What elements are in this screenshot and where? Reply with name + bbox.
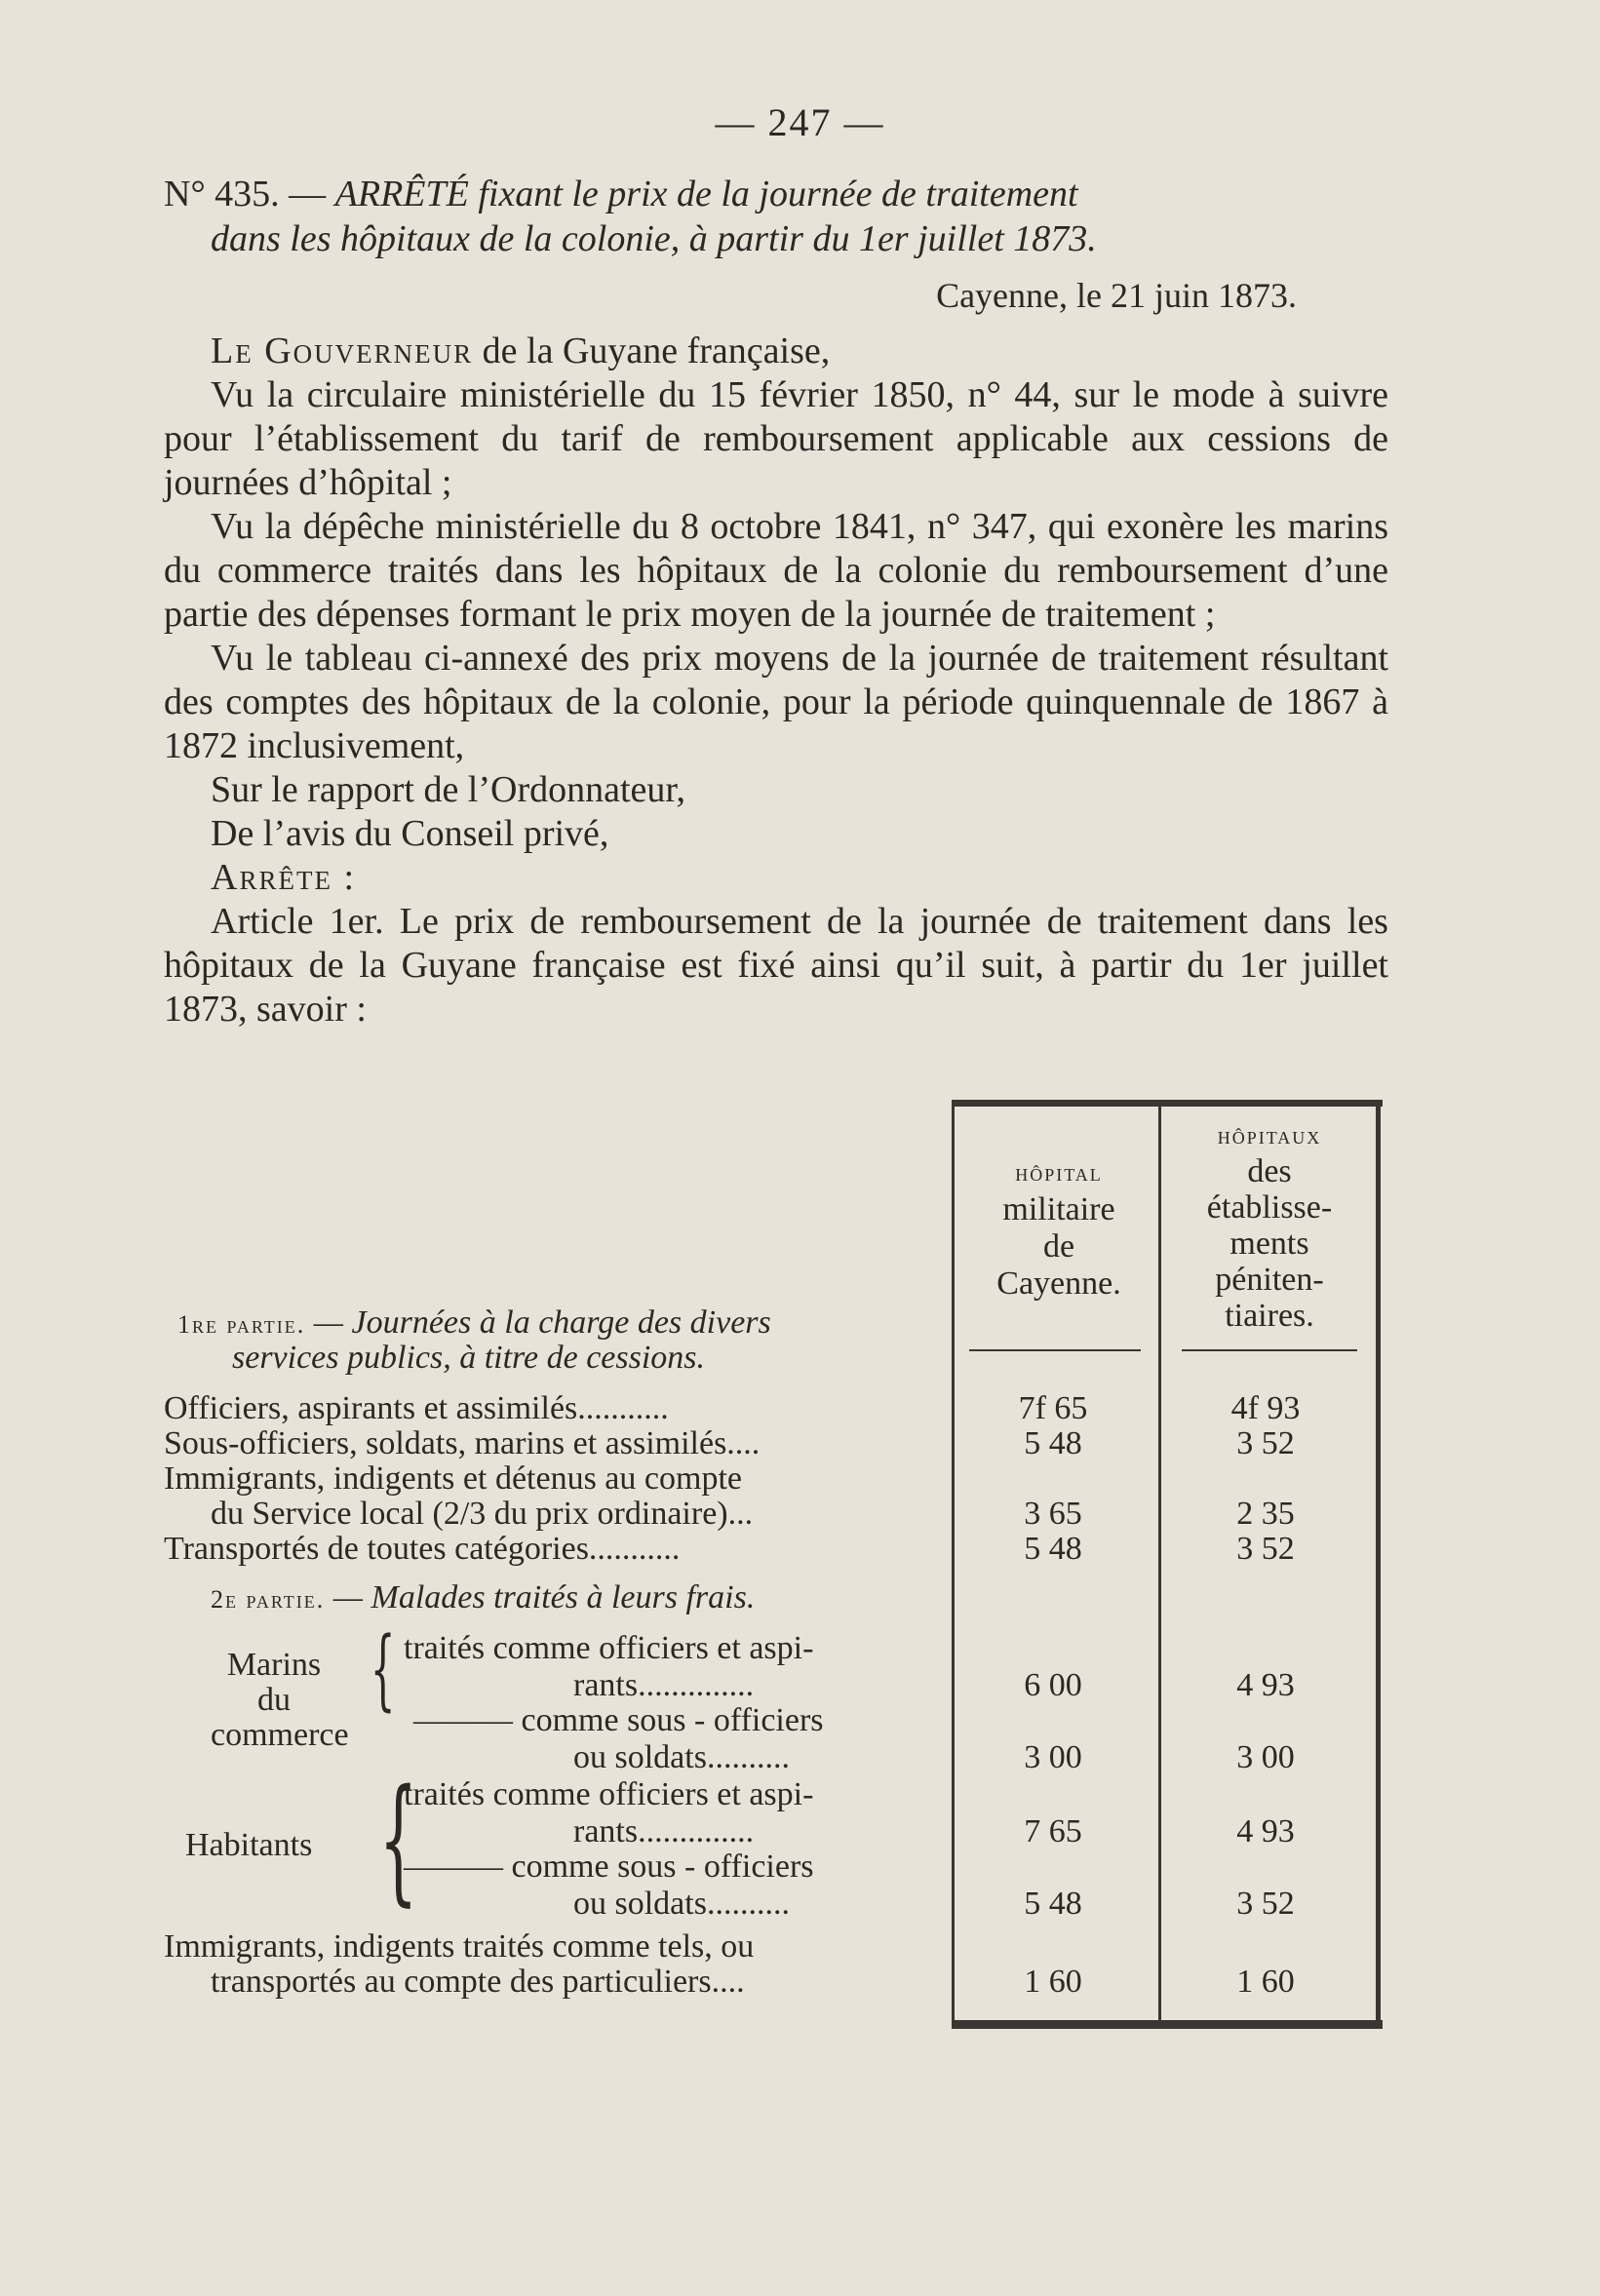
- marins-label: [211, 1647, 349, 1753]
- table-row-label: ou soldats..........: [573, 1886, 790, 1922]
- article-text: Le prix de remboursement de la journée de traitement dans les hôpitaux de la Guyane française est fixé ainsi qu’il suit, à partir du 1er juillet 1873, savoir :: [164, 901, 1388, 1030]
- table-cell: 1 60: [1024, 1964, 1082, 2000]
- table-row-label: ou soldats..........: [573, 1739, 790, 1775]
- gouverneur-line: [164, 330, 1388, 373]
- marins-l1: Marins: [226, 1647, 322, 1683]
- habitants-label: Habitants: [185, 1827, 313, 1863]
- table-row-label: traités comme officiers et aspi-: [404, 1776, 814, 1812]
- part2-title: — Malades traités à leurs frais.: [325, 1579, 756, 1615]
- part1-title: — Journées à la charge des divers: [305, 1304, 771, 1341]
- col-header-hopital-militaire: [963, 1154, 1154, 1303]
- col2-l2: des: [1247, 1153, 1292, 1189]
- part1-heading: [177, 1304, 771, 1342]
- marins-brace: {: [370, 1618, 396, 1721]
- sur-paragraph: Sur le rapport de l’Ordonnateur,: [211, 769, 686, 810]
- decree-heading-line2: dans les hôpitaux de la colonie, à partir du 1er juillet 1873.: [211, 218, 1097, 259]
- table-row-label: ——— comme sous - officiers: [404, 1848, 814, 1885]
- table-cell: 3 00: [1024, 1739, 1082, 1775]
- marins-l3: commerce: [211, 1717, 349, 1753]
- table-cell: 5 48: [1024, 1425, 1082, 1461]
- col2-l6: tiaires.: [1225, 1298, 1314, 1334]
- table-cell: 3 52: [1236, 1531, 1295, 1567]
- table-row-label: rants..............: [573, 1813, 755, 1849]
- part1-title2: services publics, à titre de cessions.: [232, 1340, 706, 1376]
- table-bottom-rule: [952, 2020, 1383, 2029]
- arrete-label: Arrête :: [211, 857, 356, 898]
- tariff-table: [164, 1100, 1385, 2032]
- marins-l2: du: [257, 1682, 291, 1718]
- col1-header-rule: [969, 1349, 1141, 1351]
- table-cell: 3 52: [1236, 1425, 1295, 1461]
- decree-body: [164, 330, 1388, 1031]
- table-cell: 4f 93: [1230, 1390, 1301, 1426]
- table-top-rule: [952, 1100, 1383, 1107]
- vu-paragraph-2: Vu la dépêche ministérielle du 8 octobre 1841, n° 347, qui exonère les marins du commerce traités dans les hôpitaux de la colonie du remboursement d’une partie des dépenses formant le prix moyen de la journée de traitement ;: [164, 506, 1388, 635]
- vu-paragraph-3: Vu le tableau ci-annexé des prix moyens de la journée de traitement résultant des comptes des hôpitaux de la colonie, pour la période quinquennale de 1867 à 1872 inclusivement,: [164, 638, 1388, 766]
- col1-l4: Cayenne.: [996, 1265, 1121, 1302]
- table-row-label: Immigrants, indigents traités comme tels, ou: [164, 1928, 755, 1965]
- gouverneur-rest: de la Guyane française,: [473, 331, 831, 371]
- table-row-label: traités comme officiers et aspi-: [404, 1630, 814, 1666]
- table-row-label: Transportés de toutes catégories...........: [164, 1531, 681, 1567]
- col1-l2: militaire: [1002, 1191, 1115, 1227]
- article-1: [164, 900, 1388, 1031]
- col2-l4: ments: [1229, 1226, 1309, 1262]
- table-cell: 3 52: [1236, 1886, 1295, 1922]
- table-cell: 2 35: [1236, 1496, 1295, 1532]
- table-cell: 3 00: [1236, 1739, 1295, 1775]
- part2-cap: 2e partie.: [211, 1585, 326, 1614]
- table-row-label: Officiers, aspirants et assimilés...........: [164, 1390, 669, 1426]
- table-row-label: du Service local (2/3 du prix ordinaire)...: [211, 1496, 754, 1532]
- table-cell: 7 65: [1024, 1813, 1082, 1849]
- col-header-hopitaux-penitentiaires: [1166, 1117, 1373, 1334]
- table-cell: 7f 65: [1018, 1390, 1088, 1426]
- col1-cap: hôpital: [1015, 1158, 1103, 1187]
- table-cell: 4 93: [1236, 1667, 1295, 1703]
- part1-cap: 1re partie.: [177, 1310, 306, 1339]
- table-cell: 4 93: [1236, 1813, 1295, 1849]
- table-right-rule: [1376, 1106, 1381, 2022]
- gouverneur-label: Le Gouverneur: [211, 331, 474, 371]
- table-cell: 3 65: [1024, 1496, 1082, 1532]
- table-row-label: transportés au compte des particuliers....: [211, 1964, 745, 2000]
- col1-l3: de: [1042, 1228, 1075, 1265]
- table-row-label: Sous-officiers, soldats, marins et assimilés....: [164, 1425, 761, 1461]
- table-cell: 5 48: [1024, 1531, 1082, 1567]
- col2-header-rule: [1182, 1349, 1357, 1351]
- table-cell: 6 00: [1024, 1667, 1082, 1703]
- part1-heading-line2: [232, 1340, 705, 1377]
- table-row-label: rants..............: [573, 1667, 755, 1703]
- habitants-brace: {: [378, 1761, 418, 1920]
- table-cell: 5 48: [1024, 1886, 1082, 1922]
- page-number: — 247 —: [715, 100, 885, 144]
- part2-heading: [211, 1579, 755, 1616]
- col2-l3: établisse-: [1206, 1189, 1333, 1226]
- decree-date: Cayenne, le 21 juin 1873.: [936, 276, 1297, 315]
- table-row-label: Immigrants, indigents et détenus au compte: [164, 1460, 742, 1497]
- col2-cap: hôpitaux: [1217, 1121, 1322, 1149]
- col2-l5: péniten-: [1215, 1262, 1324, 1298]
- table-row-label: ——— comme sous - officiers: [413, 1702, 824, 1738]
- vu-paragraph-1: Vu la circulaire ministérielle du 15 février 1850, n° 44, sur le mode à suivre pour l’établissement du tarif de remboursement applicable aux cessions de journées d’hôpital ;: [164, 374, 1388, 503]
- decree-title: [164, 172, 1392, 261]
- avis-paragraph: De l’avis du Conseil privé,: [211, 813, 609, 854]
- article-label: Article 1er.: [211, 901, 384, 942]
- decree-heading-line1: ARRÊTÉ fixant le prix de la journée de traitement: [334, 174, 1078, 214]
- decree-number: N° 435. —: [164, 174, 327, 214]
- table-cell: 1 60: [1236, 1964, 1295, 2000]
